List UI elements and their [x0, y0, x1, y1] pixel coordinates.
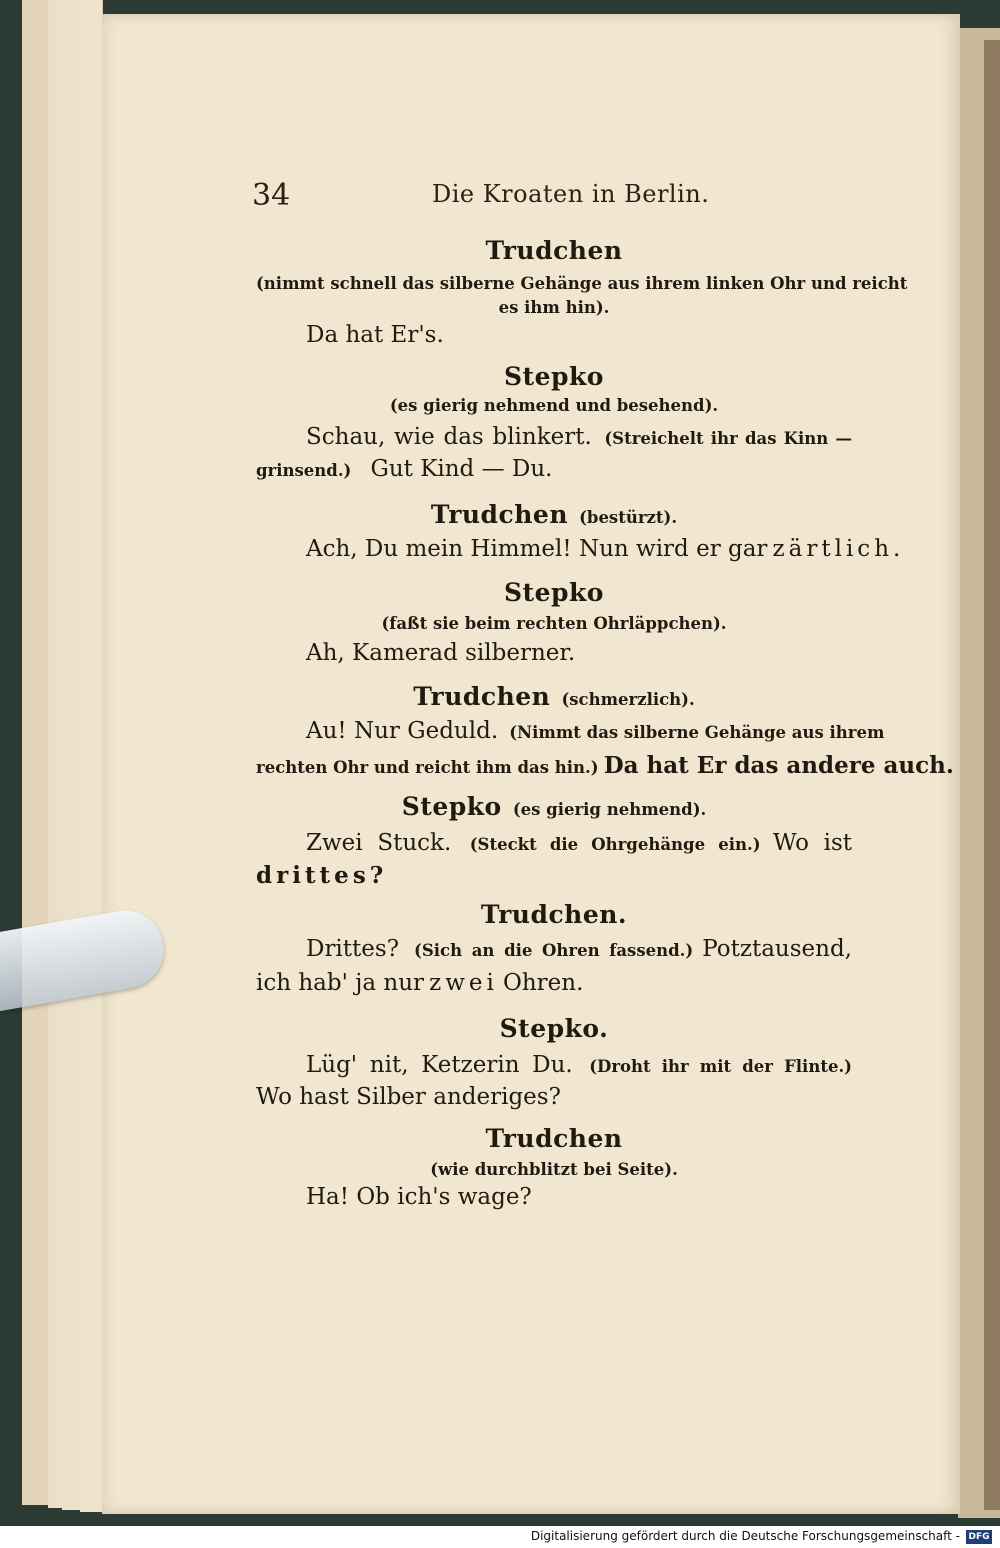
book-edge: [80, 0, 103, 1512]
speech-line: [306, 424, 852, 450]
speech-line: [306, 1052, 852, 1078]
stage-direction: (Droht ihr mit der Flinte.): [589, 1057, 852, 1076]
speech-text-spaced: zärtlich.: [772, 536, 905, 562]
stage-direction: rechten Ohr und reicht ihm das hin.): [256, 758, 599, 777]
speech-text: ich hab' ja nur: [256, 970, 425, 996]
stage-direction: es ihm hin).: [498, 298, 610, 317]
speech-text: Drittes?: [306, 936, 400, 962]
footer-credit: Digitalisierung gefördert durch die Deutsche Forschungsgemeinschaft -: [530, 1529, 960, 1543]
book-edge-right: [984, 40, 1000, 1510]
speaker-name: Stepko: [504, 578, 604, 607]
stage-direction: (es gierig nehmend und besehend).: [389, 396, 719, 415]
stage-direction: (es gierig nehmend).: [512, 800, 707, 819]
stage-direction: (Steckt die Ohrgehänge ein.): [469, 835, 761, 854]
speech-text: Lüg' nit, Ketzerin Du.: [306, 1052, 573, 1078]
speech-text-spaced: zwei: [429, 970, 498, 996]
speech-text: Potztausend,: [702, 936, 852, 962]
speaker-name: Trudchen: [430, 500, 568, 529]
speaker-name: Stepko: [401, 792, 502, 821]
speech-text: Wo ist: [772, 830, 853, 856]
stage-direction: (schmerzlich).: [561, 690, 695, 709]
running-title: Die Kroaten in Berlin.: [432, 180, 710, 208]
speech-line: [306, 718, 885, 744]
speech-text: Da hat Er das andere auch.: [603, 752, 954, 779]
speaker-line: [256, 500, 852, 529]
speaker-line: [256, 682, 852, 711]
stage-direction: (Sich an die Ohren fassend.): [414, 941, 694, 960]
speech-line: [306, 536, 904, 562]
speech-text: Ach, Du mein Himmel! Nun wird er gar: [306, 536, 768, 562]
stage-direction: (nimmt schnell das silberne Gehänge aus ihrem linken Ohr und reicht: [256, 274, 908, 293]
speech-text: Zwei Stuck.: [306, 830, 452, 856]
stage-direction: (wie durchblitzt bei Seite).: [430, 1160, 678, 1179]
speaker-line: [256, 792, 852, 821]
dfg-logo: DFG: [966, 1530, 992, 1544]
speech-text: Ohren.: [503, 970, 584, 996]
speaker-name: Trudchen: [485, 1124, 623, 1153]
speech-line: Wo hast Silber anderiges?: [256, 1084, 561, 1110]
stage-direction: grinsend.): [256, 461, 352, 480]
speaker-name: Trudchen: [413, 682, 551, 711]
page-number: 34: [252, 178, 291, 213]
stage-direction: (faßt sie beim rechten Ohrläppchen).: [381, 614, 727, 633]
speech-line: [256, 456, 552, 482]
speech-line: [306, 936, 852, 962]
speech-line: Ha! Ob ich's wage?: [306, 1184, 532, 1210]
speech-text: Schau, wie das blinkert.: [306, 424, 592, 450]
speaker-name: Stepko: [504, 362, 604, 391]
speech-line: drittes?: [256, 862, 388, 889]
speech-line: Da hat Er's.: [306, 322, 444, 348]
speech-text: Au! Nur Geduld.: [306, 718, 499, 744]
stage-direction: (Nimmt das silberne Gehänge aus ihrem: [509, 723, 885, 742]
speaker-name: Trudchen.: [480, 900, 628, 929]
speaker-name: Trudchen: [485, 236, 623, 265]
speech-line: [256, 970, 583, 996]
speech-line: Ah, Kamerad silberner.: [306, 640, 576, 666]
speech-line: [306, 830, 852, 856]
speaker-name: Stepko.: [499, 1014, 609, 1043]
stage-direction: (Streichelt ihr das Kinn —: [604, 429, 852, 448]
speech-text: Gut Kind — Du.: [370, 456, 553, 482]
speech-line: [256, 752, 954, 779]
stage-direction: (bestürzt).: [579, 508, 678, 527]
